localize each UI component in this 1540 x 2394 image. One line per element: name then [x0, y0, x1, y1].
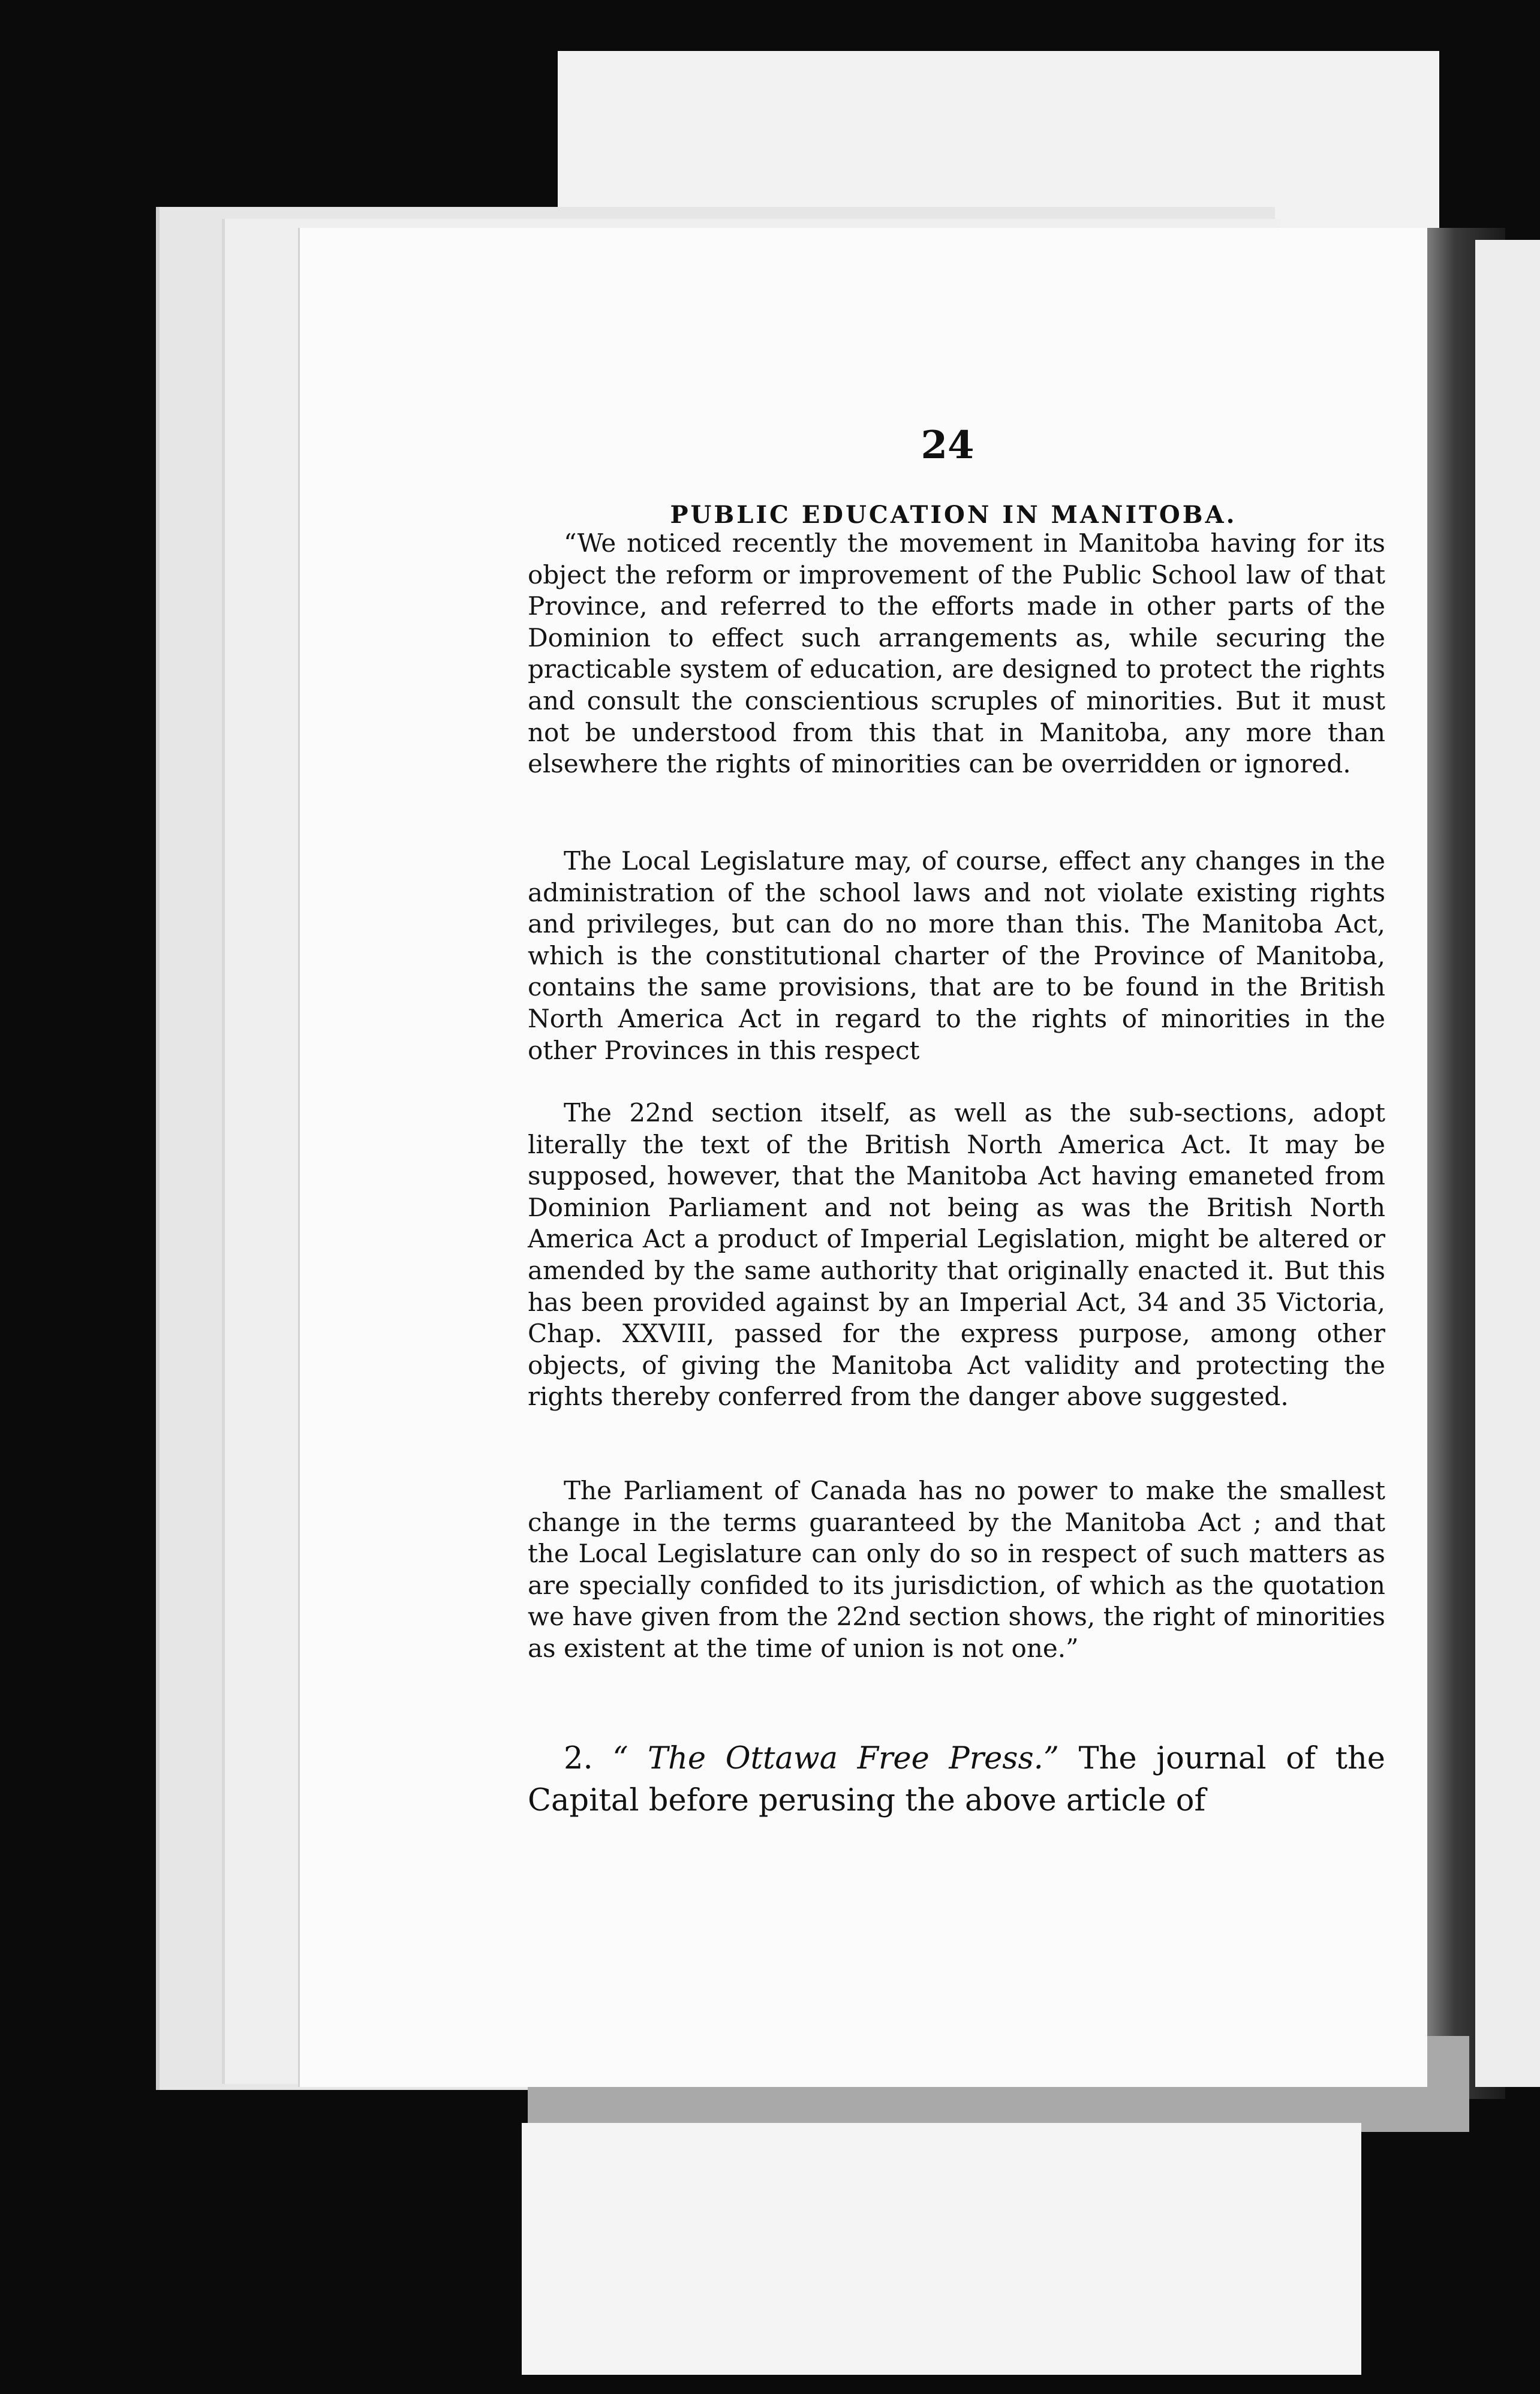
facing-page-edge [1475, 240, 1540, 2087]
paragraph-1: “We noticed recently the movement in Manitoba having for its object the reform or improvement of the Public School law of that Province, and referred to the efforts made in other parts of the Dominion to effect such arrangements as, while securing the practicable system of education, are designed to protect the rights and consult the conscientious scruples of minorities. But it must not be understood from this that in Manitoba, any more than elsewhere the rights of minorities can be overridden or ignored. [528, 528, 1385, 779]
closing-title: “ The Ottawa Free Press.” [612, 1741, 1059, 1776]
paragraph-3: The 22nd section itself, as well as the sub-sections, adopt literally the text of the British North America Act. It may be supposed, however, that the Manitoba Act having emaneted from Dominion Parliament and not being as was the British North America Act a product of Imperial Legislation, might be altered or amended by the same authority that originally enacted it. But this has been provided against by an Imperial Act, 34 and 35 Victoria, Chap. XXVIII, passed for the express purpose, among other objects, of giving the Manitoba Act validity and protecting the rights thereby conferred from the danger above suggested. [528, 1098, 1385, 1412]
closing-number: 2. [564, 1741, 593, 1776]
closing-paragraph [528, 1738, 1385, 1822]
page-number: 24 [921, 423, 974, 468]
paragraph-2: The Local Legislature may, of course, effect any changes in the administration of the school laws and not violate existing rights and privileges, but can do no more than this. The Manitoba Act, which is the constitutional charter of the Province of Manitoba, contains the same provisions, that are to be found in the British North America Act in regard to the rights of minorities in the other Provinces in this respect [528, 846, 1385, 1065]
article-heading: PUBLIC EDUCATION IN MANITOBA. [670, 501, 1237, 529]
closing-text: The journal of the Capital before perusing the above article of [528, 1741, 1385, 1818]
paragraph-4: The Parliament of Canada has no power to make the smallest change in the terms guaranteed by the Manitoba Act ; and that the Local Legislature can only do so in respect of such matters as are specially confided to its jurisdiction, of which as the quotation we have given from the 22nd section shows, the right of minorities as existent at the time of union is not one.” [528, 1476, 1385, 1663]
bottom-paper-flap [522, 2123, 1361, 2375]
